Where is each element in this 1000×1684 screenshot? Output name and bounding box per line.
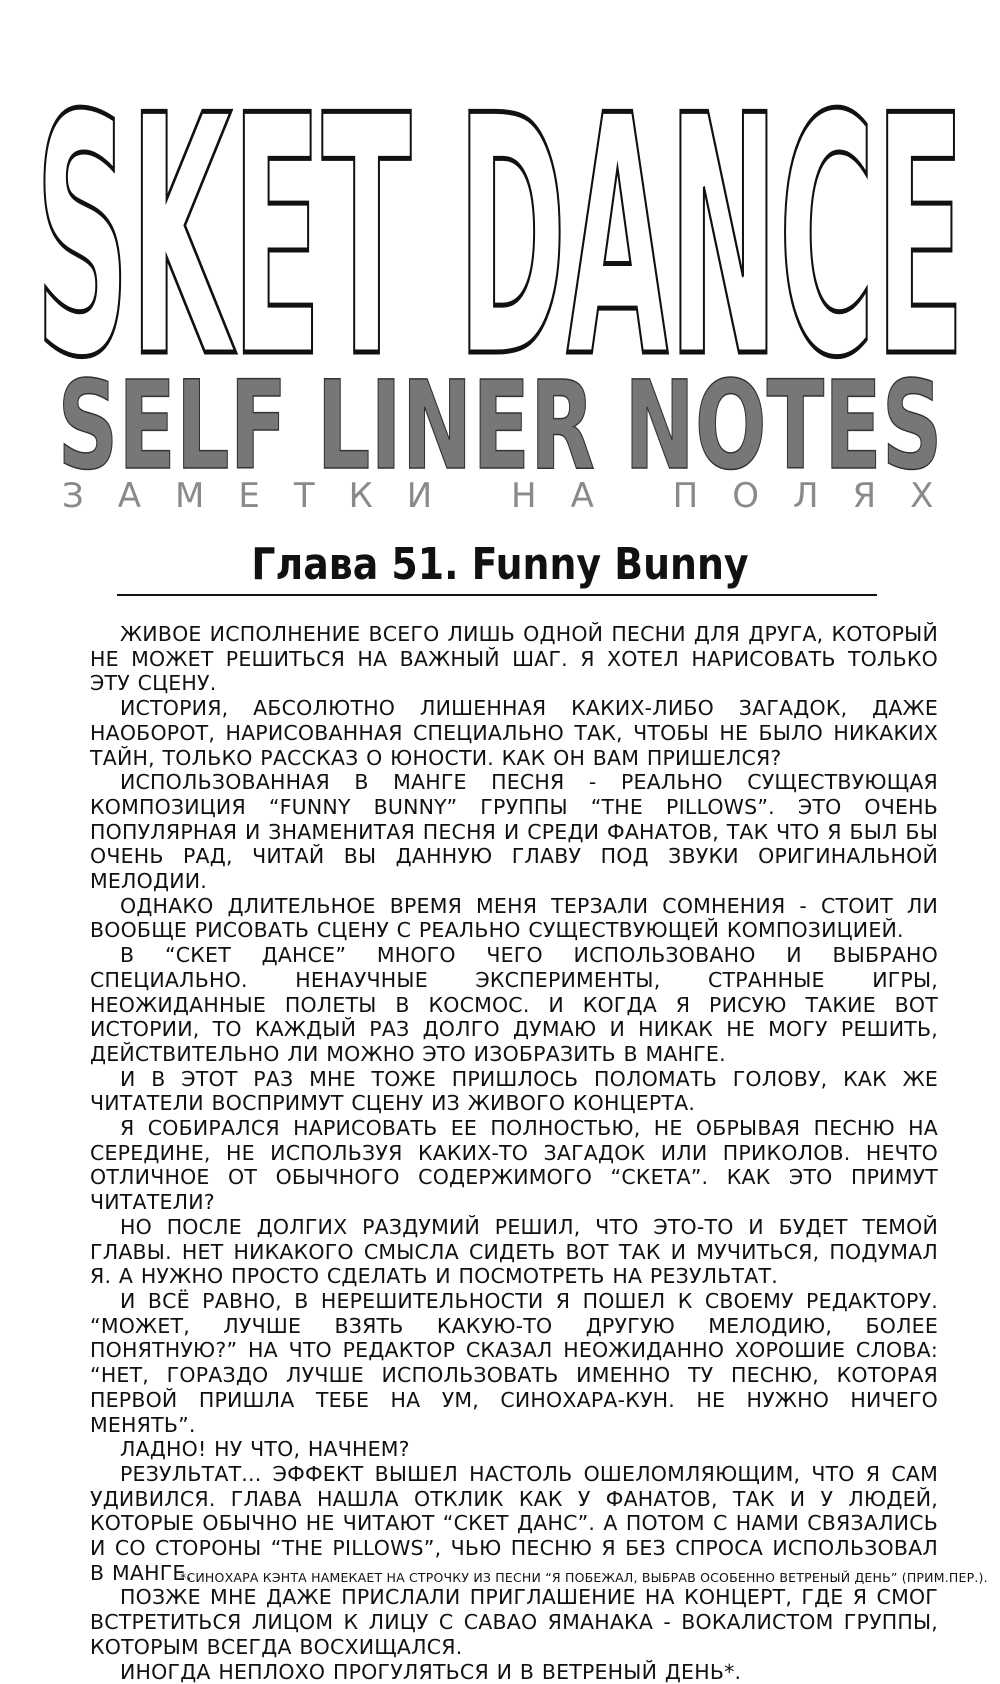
paragraph: ПОЗЖЕ МНЕ ДАЖЕ ПРИСЛАЛИ ПРИГЛАШЕНИЕ НА КОНЦЕРТ, ГДЕ Я СМОГ ВСТРЕТИТЬСЯ ЛИЦОМ К ЛИЦУ С САВАО ЯМАНАКА - ВОКАЛИСТОМ ГРУППЫ, КОТОРЫМ ВСЕГДА ВОСХИЩАЛСЯ. — [90, 1585, 938, 1659]
paragraph: ИСТОРИЯ, АБСОЛЮТНО ЛИШЕННАЯ КАКИХ-ЛИБО ЗАГАДОК, ДАЖЕ НАОБОРОТ, НАРИСОВАННАЯ СПЕЦИАЛЬНО ТАК, ЧТОБЫ НЕ БЫЛО НИКАКИХ ТАЙН, ТОЛЬКО РАССКАЗ О ЮНОСТИ. КАК ОН ВАМ ПРИШЕЛСЯ? — [90, 696, 938, 770]
paragraph: ЛАДНО! НУ ЧТО, НАЧНЕМ? — [120, 1437, 410, 1462]
paragraph: РЕЗУЛЬТАТ... ЭФФЕКТ ВЫШЕЛ НАСТОЛЬ ОШЕЛОМЛЯЮЩИМ, ЧТО Я САМ УДИВИЛСЯ. ГЛАВА НАШЛА ОТКЛИК КАК У ФАНАТОВ, ТАК И У ЛЮДЕЙ, КОТОРЫЕ ОБЫЧНО НЕ ЧИТАЮТ “СКЕТ ДАНС”. А ПОТОМ С НАМИ СВЯЗАЛИСЬ И СО СТОРОНЫ “THE PILLOWS”, ЧЬЮ ПЕСНЮ Я БЕЗ СПРОСА ИСПОЛЬЗОВАЛ В МАНГЕ. — [90, 1461, 938, 1585]
logo-main-text: SKET DANCE — [35, 46, 965, 430]
logo-sub-text: SELF LINER NOTES — [57, 355, 943, 497]
paragraph: И ВСЁ РАВНО, В НЕРЕШИТЕЛЬНОСТИ Я ПОШЕЛ К СВОЕМУ РЕДАКТОРУ. “МОЖЕТ, ЛУЧШЕ ВЗЯТЬ КАКУЮ-ТО ДРУГУЮ МЕЛОДИЮ, БОЛЕЕ ПОНЯТНУЮ?” НА ЧТО РЕДАКТОР СКАЗАЛ НЕОЖИДАННО ХОРОШИЕ СЛОВА: “НЕТ, ГОРАЗДО ЛУЧШЕ ИСПОЛЬЗОВАТЬ ИМЕННО ТУ ПЕСНЮ, КОТОРАЯ ПЕРВОЙ ПРИШЛА ТЕБЕ НА УМ, СИНОХАРА-КУН. НЕ НУЖНО НИЧЕГО МЕНЯТЬ”. — [90, 1288, 938, 1437]
paragraph: ОДНАКО ДЛИТЕЛЬНОЕ ВРЕМЯ МЕНЯ ТЕРЗАЛИ СОМНЕНИЯ - СТОИТ ЛИ ВООБЩЕ РИСОВАТЬ СЦЕНУ С РЕАЛЬНО СУЩЕСТВУЮЩЕЙ КОМПОЗИЦИЕЙ. — [90, 893, 938, 943]
paragraph: НО ПОСЛЕ ДОЛГИХ РАЗДУМИЙ РЕШИЛ, ЧТО ЭТО-ТО И БУДЕТ ТЕМОЙ ГЛАВЫ. НЕТ НИКАКОГО СМЫСЛА СИДЕТЬ ВОТ ТАК И МУЧИТЬСЯ, ПОДУМАЛ Я. А НУЖНО ПРОСТО СДЕЛАТЬ И ПОСМОТРЕТЬ НА РЕЗУЛЬТАТ. — [90, 1214, 938, 1289]
paragraph: И В ЭТОТ РАЗ МНЕ ТОЖЕ ПРИШЛОСЬ ПОЛОМАТЬ ГОЛОВУ, КАК ЖЕ ЧИТАТЕЛИ ВОСПРИМУТ СЦЕНУ ИЗ ЖИВОГО КОНЦЕРТА. — [90, 1066, 938, 1116]
chapter-title: Глава 51. Funny Bunny — [251, 539, 749, 590]
paragraph: ИНОГДА НЕПЛОХО ПРОГУЛЯТЬСЯ И В ВЕТРЕНЫЙ ДЕНЬ*. — [120, 1659, 742, 1684]
paragraph: ЖИВОЕ ИСПОЛНЕНИЕ ВСЕГО ЛИШЬ ОДНОЙ ПЕСНИ ДЛЯ ДРУГА, КОТОРЫЙ НЕ МОЖЕТ РЕШИТЬСЯ НА ВАЖНЫЙ ШАГ. Я ХОТЕЛ НАРИСОВАТЬ ТОЛЬКО ЭТУ СЦЕНУ. — [90, 622, 938, 696]
paragraph: Я СОБИРАЛСЯ НАРИСОВАТЬ ЕЕ ПОЛНОСТЬЮ, НЕ ОБРЫВАЯ ПЕСНЮ НА СЕРЕДИНЕ, НЕ ИСПОЛЬЗУЯ КАКИХ-ТО ЗАГАДОК ИЛИ ПРИКОЛОВ. НЕЧТО ОТЛИЧНОЕ ОТ ОБЫЧНОГО СОДЕРЖИМОГО “СКЕТА”. КАК ЭТО ПРИМУТ ЧИТАТЕЛИ? — [90, 1116, 938, 1215]
paragraph: ИСПОЛЬЗОВАННАЯ В МАНГЕ ПЕСНЯ - РЕАЛЬНО СУЩЕСТВУЮЩАЯ КОМПОЗИЦИЯ “FUNNY BUNNY” ГРУППЫ “THE PILLOWS”. ЭТО ОЧЕНЬ ПОПУЛЯРНАЯ И ЗНАМЕНИТАЯ ПЕСНЯ И СРЕДИ ФАНАТОВ, ТАК ЧТО Я БЫЛ БЫ ОЧЕНЬ РАД, ЧИТАЙ ВЫ ДАННУЮ ГЛАВУ ПОД ЗВУКИ ОРИГИНАЛЬНОЙ МЕЛОДИИ. — [90, 770, 938, 894]
paragraph: В “СКЕТ ДАНСЕ” МНОГО ЧЕГО ИСПОЛЬЗОВАНО И ВЫБРАНО СПЕЦИАЛЬНО. НЕНАУЧНЫЕ ЭКСПЕРИМЕНТЫ, СТРАННЫЕ ИГРЫ, НЕОЖИДАННЫЕ ПОЛЕТЫ В КОСМОС. И КОГДА Я РИСУЮ ТАКИЕ ВОТ ИСТОРИИ, ТО КАЖДЫЙ РАЗ ДОЛГО ДУМАЮ И НИКАК НЕ МОГУ РЕШИТЬ, ДЕЙСТВИТЕЛЬНО ЛИ МОЖНО ЭТО ИЗОБРАЗИТЬ В МАНГЕ. — [90, 943, 938, 1066]
translator-footnote: *СИНОХАРА КЭНТА НАМЕКАЕТ НА СТРОЧКУ ИЗ ПЕСНИ “Я ПОБЕЖАЛ, ВЫБРАВ ОСОБЕННО ВЕТРЕНЫЙ ДЕНЬ” (ПРИМ.ПЕР.). — [180, 1570, 988, 1585]
title-underline — [117, 594, 877, 596]
notes-body — [90, 622, 938, 1684]
subtitle-margin-notes: ЗАМЕТКИ НА ПОЛЯХ — [62, 476, 968, 516]
